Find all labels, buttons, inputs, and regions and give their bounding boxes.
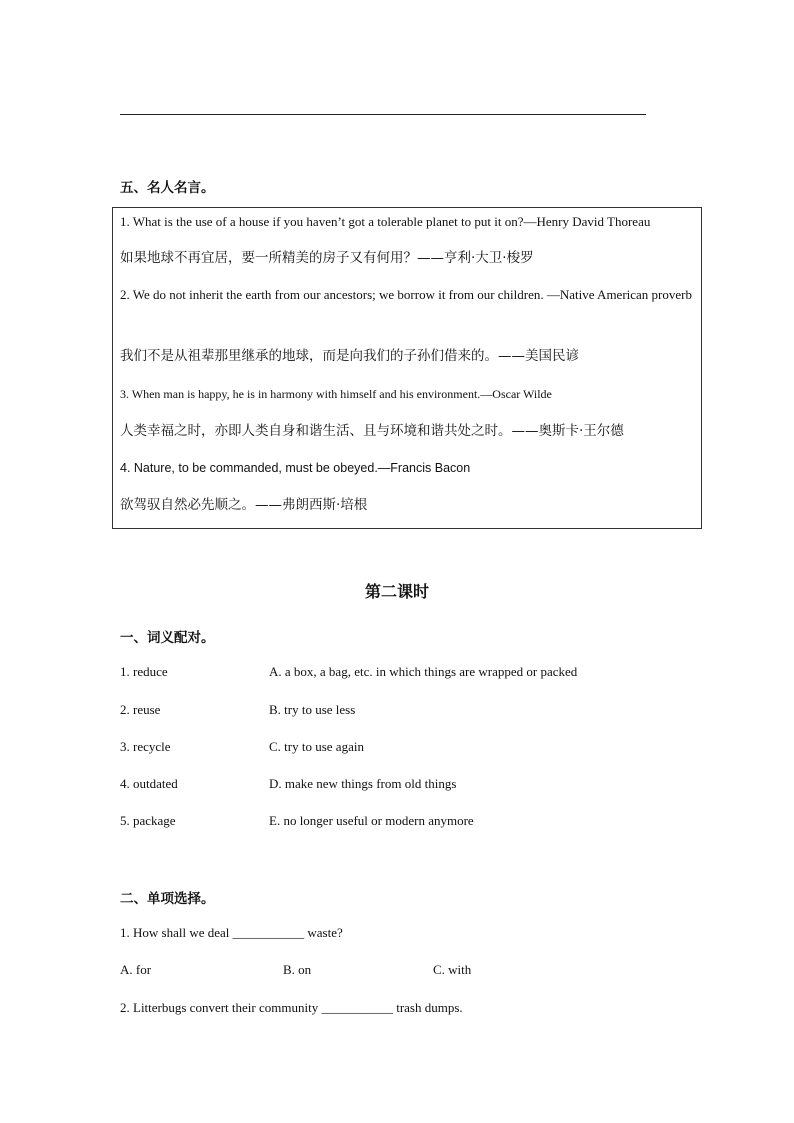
q1-option-b: B. on: [283, 962, 312, 977]
quote-1-en: 1. What is the use of a house if you haven’t got a tolerable planet to put it on?—Henry David Thoreau: [120, 214, 651, 229]
word-4: 4. outdated: [120, 776, 178, 791]
meaning-a: A. a box, a bag, etc. in which things are wrapped or packed: [269, 664, 578, 679]
quote-box: [112, 207, 702, 529]
section5-heading: 五、名人名言。: [120, 180, 215, 196]
word-3: 3. recycle: [120, 739, 171, 754]
word-5: 5. package: [120, 813, 176, 828]
meaning-e: E. no longer useful or modern anymore: [269, 813, 474, 828]
quote-3-en: 3. When man is happy, he is in harmony with himself and his environment.—Oscar Wilde: [120, 387, 552, 401]
meaning-c: C. try to use again: [269, 739, 364, 754]
section2-heading: 二、单项选择。: [120, 891, 215, 907]
meaning-b: B. try to use less: [269, 702, 356, 717]
lesson-title: 第二课时: [364, 582, 429, 601]
meaning-d: D. make new things from old things: [269, 776, 457, 791]
quote-4-cn: 欲驾驭自然必先顺之。——弗朗西斯·培根: [120, 497, 368, 513]
quote-1-cn: 如果地球不再宜居，要一所精美的房子又有何用？——亨利·大卫·梭罗: [120, 250, 534, 266]
quote-3-cn: 人类幸福之时，亦即人类自身和谐生活、且与环境和谐共处之时。——奥斯卡·王尔德: [120, 423, 624, 439]
word-2: 2. reuse: [120, 702, 161, 717]
quote-4-en: 4. Nature, to be commanded, must be obeyed.—Francis Bacon: [120, 461, 471, 475]
section1-heading: 一、词义配对。: [120, 630, 215, 646]
quote-2-en: 2. We do not inherit the earth from our ancestors; we borrow it from our children. —Native American proverb: [120, 287, 692, 302]
question-2: 2. Litterbugs convert their community ___________ trash dumps.: [120, 1000, 463, 1015]
question-1: 1. How shall we deal ___________ waste?: [120, 925, 343, 940]
q1-option-c: C. with: [433, 962, 472, 977]
q1-option-a: A. for: [120, 962, 152, 977]
word-1: 1. reduce: [120, 664, 168, 679]
quote-2-cn: 我们不是从祖辈那里继承的地球，而是向我们的子孙们借来的。——美国民谚: [120, 348, 579, 364]
answer-line: [120, 114, 646, 115]
